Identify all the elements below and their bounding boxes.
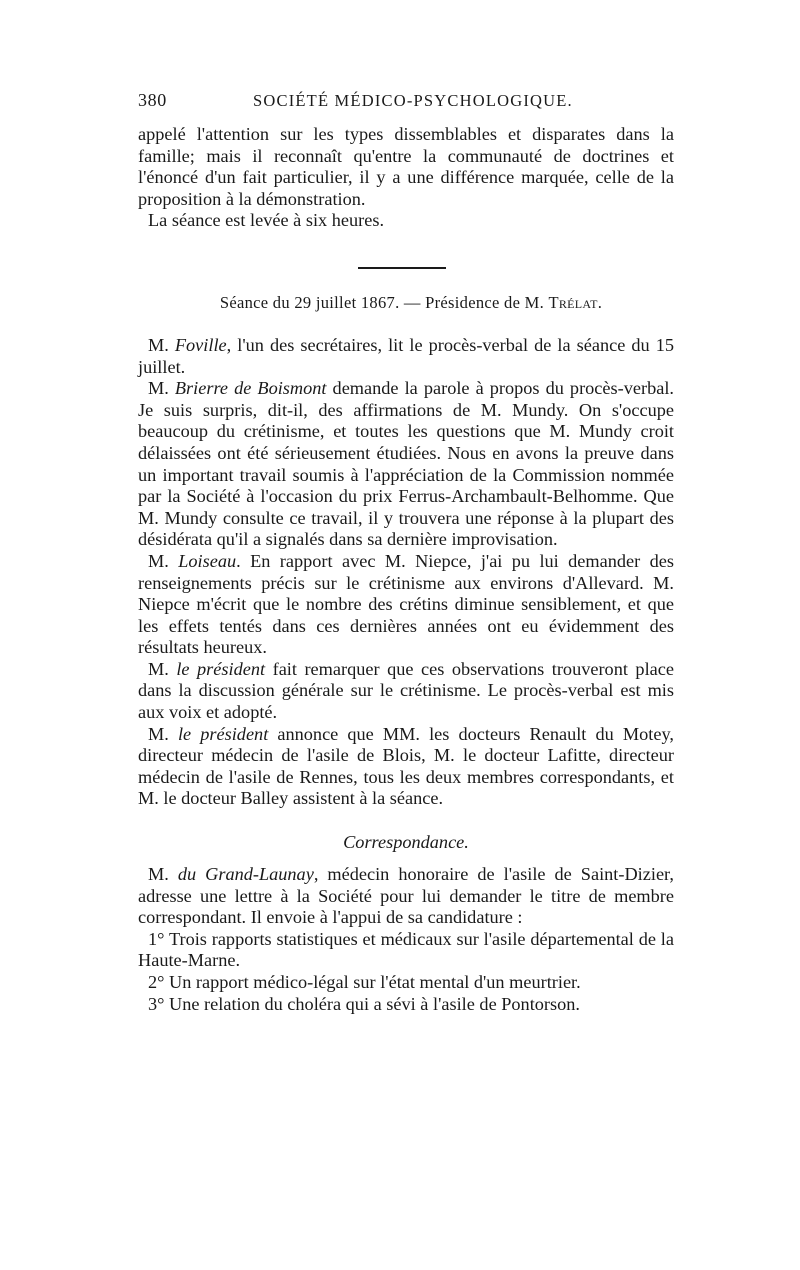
paragraph-text: , médecin honoraire de l'asile de Saint-Dizier, adresse une lettre à la Société pour lui demander le titre de membre correspondant. Il envoie à l'appui de sa candidature :	[138, 864, 674, 928]
correspondence-block	[138, 864, 674, 1015]
paragraph-lead: M.	[148, 334, 175, 355]
paragraph-text: , l'un des secrétaires, lit le procès-verbal de la séance du 15 juillet.	[138, 334, 674, 377]
paragraph-loiseau	[138, 551, 674, 659]
speaker-name: le président	[177, 723, 269, 744]
session-heading-end: .	[597, 292, 603, 312]
paragraph-grand-launay	[138, 864, 674, 929]
paragraph-president-announcement	[138, 724, 674, 810]
paragraph-brierre	[138, 378, 674, 551]
minutes-block	[138, 335, 674, 810]
paragraph-president-remark	[138, 659, 674, 724]
speaker-name: Brierre de Boismont	[174, 378, 327, 399]
intro-paragraph: appelé l'attention sur les types dissemblables et disparates dans la famille; mais il reconnaît qu'entre la communauté de doctrines et l'énoncé d'un fait particulier, il y a une différence marquée, celle de la proposition à la démonstration.	[138, 124, 674, 209]
paragraph-lead: M.	[148, 723, 178, 744]
page-number: 380	[138, 90, 167, 110]
closing-line: La séance est levée à six heures.	[148, 210, 385, 231]
session-heading	[138, 293, 674, 313]
speaker-name: le président	[176, 658, 266, 679]
speaker-name: Foville	[174, 334, 227, 355]
session-heading-text: Séance du 29 juillet 1867. — Présidence de M.	[219, 292, 545, 312]
paragraph-lead: M.	[148, 658, 177, 679]
paragraph-lead: M.	[148, 864, 178, 885]
intro-block	[138, 124, 674, 232]
paragraph-foville	[138, 335, 674, 378]
paragraph-lead: M.	[148, 550, 179, 571]
speaker-name: du Grand-Launay	[177, 864, 314, 885]
enumerated-item: 3° Une relation du choléra qui a sévi à l'asile de Pontorson.	[148, 993, 580, 1014]
section-divider	[358, 267, 446, 269]
paragraph-text: fait remarquer que ces observations trouveront place dans la discussion générale sur le crétinisme. Le procès-verbal est mis aux voix et adopté.	[138, 658, 674, 723]
paragraph-text: . En rapport avec M. Niepce, j'ai pu lui demander des renseignements précis sur le crétinisme aux environs d'Allevard. M. Niepce m'écrit que le nombre des crétins diminue sensiblement, et que les effets tentés dans ces dernières années ont eu évidemment des résultats heureux.	[138, 550, 674, 658]
paragraph-text: annonce que MM. les docteurs Renault du Motey, directeur médecin de l'asile de Blois, M. le docteur Lafitte, directeur médecin de l'asile de Rennes, tous les deux membres correspondants, et M. le docteur Balley assistent à la séance.	[138, 723, 674, 809]
running-title: SOCIÉTÉ MÉDICO-PSYCHOLOGIQUE.	[253, 91, 573, 110]
paragraph-lead: M.	[148, 378, 175, 399]
speaker-name: Loiseau	[178, 550, 237, 571]
enumerated-item: 1° Trois rapports statistiques et médicaux sur l'asile départemental de la Haute-Marne.	[138, 928, 674, 971]
running-head	[138, 90, 674, 124]
paragraph-text: demande la parole à propos du procès-verbal. Je suis surpris, dit-il, des affirmations de M. Mundy. On s'occupe beaucoup du crétinisme, et toutes les questions que M. Mundy croit délaissées ont été sérieusement étudiées. Nous en avons la preuve dans un important travail soumis à l'appréciation de la Commission nommée par la Société à l'occasion du prix Ferrus-Archambault-Belhomme. Que M. Mundy consulte ce travail, il y trouvera une réponse à la plupart des désidérata qu'il a signalés dans sa dernière improvisation.	[138, 378, 674, 550]
correspondence-heading: Correspondance.	[343, 832, 469, 853]
president-name: Trélat	[548, 292, 598, 312]
enumerated-item: 2° Un rapport médico-légal sur l'état mental d'un meurtrier.	[148, 972, 581, 992]
document-page	[138, 90, 674, 1015]
